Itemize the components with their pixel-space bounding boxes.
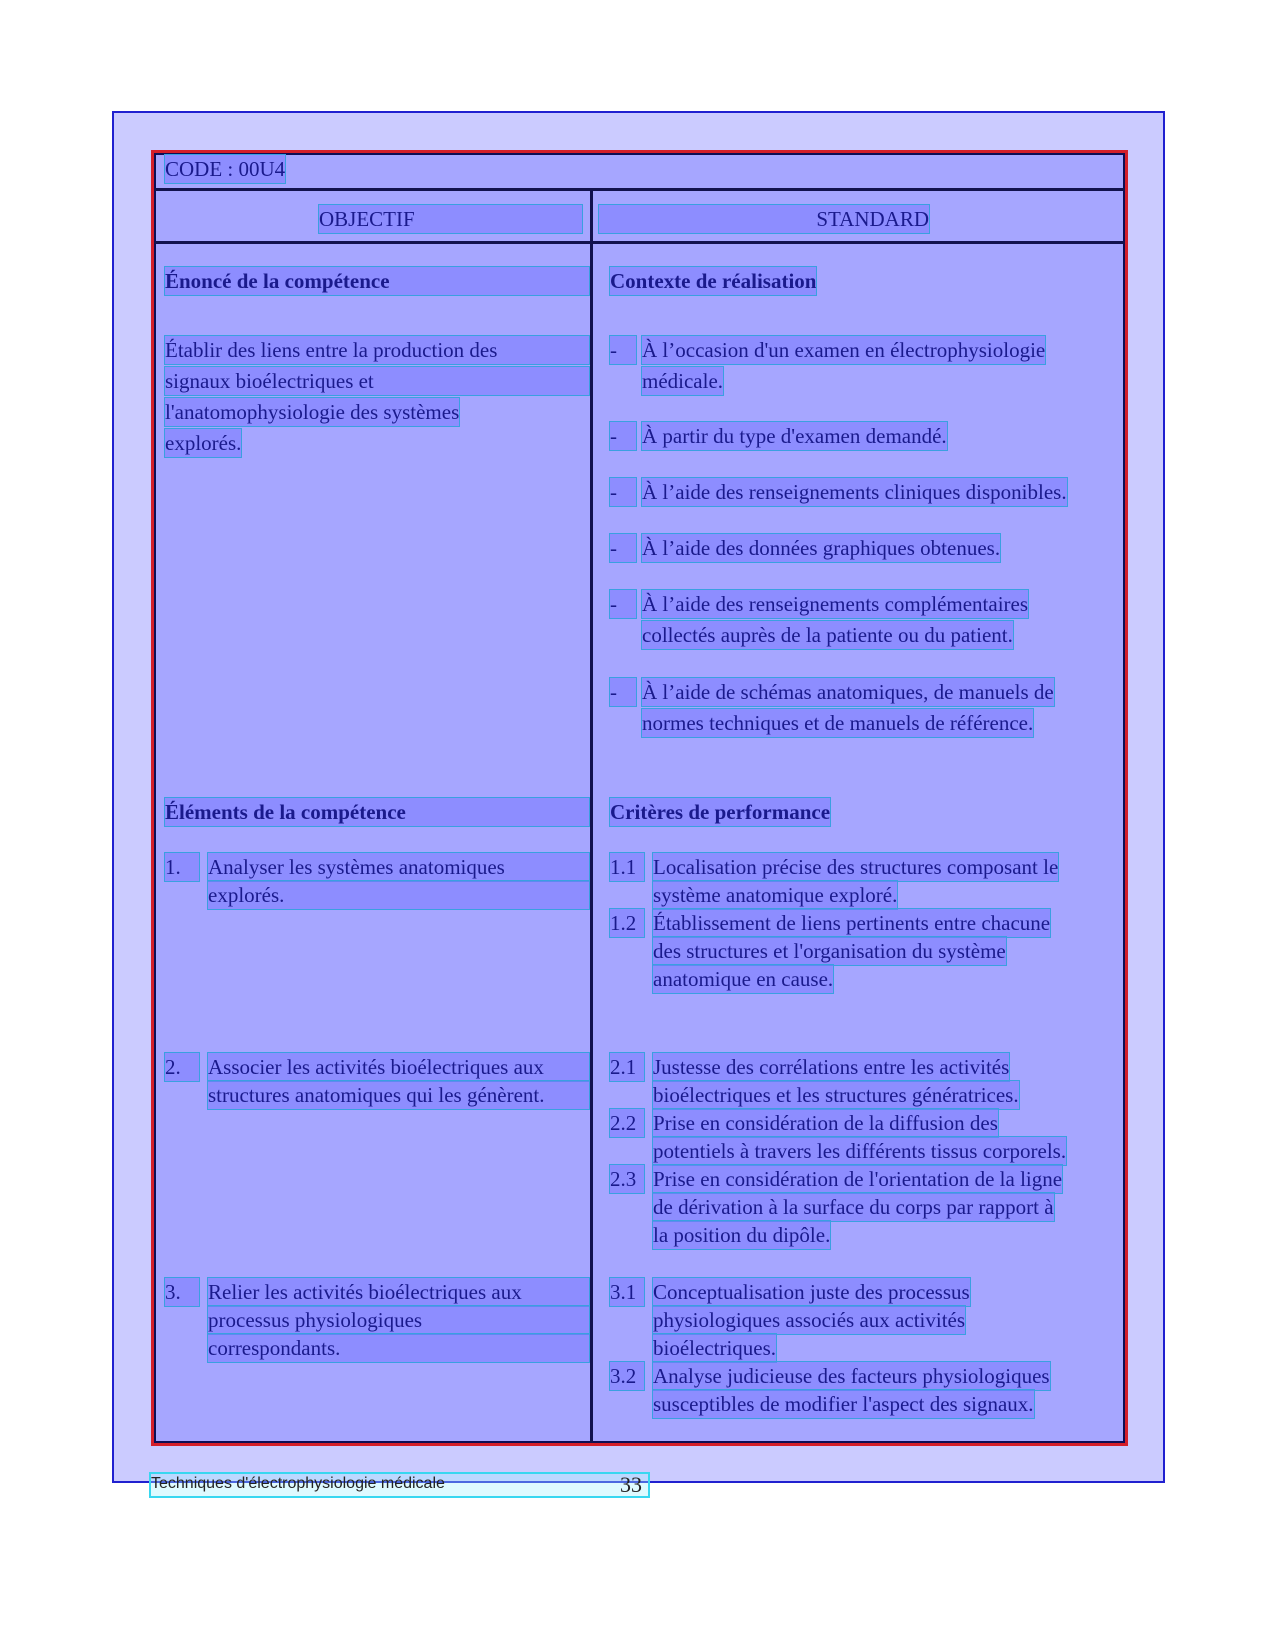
bullet-dash: - (610, 678, 636, 706)
critere-line: Prise en considération de la diffusion des (653, 1111, 998, 1135)
critere-line: Localisation précise des structures composant le (653, 855, 1059, 879)
critere-line: des structures et l'organisation du système (653, 939, 1006, 963)
critere-number: 2.2 (610, 1109, 644, 1137)
critere-line: système anatomique exploré. (653, 883, 898, 907)
elements-title: Éléments de la compétence (165, 798, 589, 826)
critere-line: Prise en considération de l'orientation de la ligne (653, 1167, 1063, 1191)
critere-number: 1.1 (610, 853, 644, 881)
element-number: 1. (165, 853, 199, 881)
competency-table (151, 150, 1128, 1446)
element-line: explorés. (208, 881, 589, 909)
footer-title: Techniques d'électrophysiologie médicale (151, 1475, 445, 1492)
contexte-line: normes techniques et de manuels de référence. (642, 711, 1034, 735)
bullet-dash: - (610, 478, 636, 506)
critere-line: la position du dipôle. (653, 1223, 831, 1247)
critere-line: Établissement de liens pertinents entre chacune (653, 911, 1051, 935)
critere-line: potentiels à travers les différents tissus corporels. (653, 1139, 1067, 1163)
bullet-dash: - (610, 590, 636, 618)
critere-line: physiologiques associés aux activités (653, 1308, 966, 1332)
code-label: CODE : 00U4 (165, 157, 286, 181)
contexte-line: À l’aide des renseignements complémentaires (642, 592, 1029, 616)
element-number: 2. (165, 1053, 199, 1081)
enonce-line: explorés. (165, 431, 242, 455)
critere-number: 2.1 (610, 1053, 644, 1081)
contexte-line: collectés auprès de la patiente ou du patient. (642, 623, 1013, 647)
critere-line: bioélectriques et les structures génératrices. (653, 1083, 1019, 1107)
bullet-dash: - (610, 422, 636, 450)
page-number: 33 (620, 1472, 642, 1497)
enonce-line: l'anatomophysiologie des systèmes (165, 400, 460, 424)
contexte-line: À l’aide des renseignements cliniques disponibles. (642, 480, 1067, 504)
critere-line: bioélectriques. (653, 1336, 777, 1360)
critere-number: 1.2 (610, 909, 644, 937)
element-line: Associer les activités bioélectriques aux (208, 1053, 589, 1081)
criteres-title: Critères de performance (610, 800, 831, 824)
contexte-line: médicale. (642, 369, 724, 393)
element-number: 3. (165, 1278, 199, 1306)
element-line: correspondants. (208, 1334, 589, 1362)
row-divider-header (154, 241, 1125, 244)
critere-number: 3.2 (610, 1362, 644, 1390)
contexte-line: À partir du type d'examen demandé. (642, 424, 947, 448)
element-line: structures anatomiques qui les génèrent. (208, 1081, 589, 1109)
critere-line: de dérivation à la surface du corps par rapport à (653, 1195, 1054, 1219)
enonce-line: signaux bioélectriques et (165, 367, 589, 395)
contexte-line: À l’aide de schémas anatomiques, de manuels de (642, 680, 1054, 704)
critere-line: anatomique en cause. (653, 967, 834, 991)
row-divider-code (154, 188, 1125, 191)
critere-number: 2.3 (610, 1165, 644, 1193)
bullet-dash: - (610, 336, 636, 364)
critere-number: 3.1 (610, 1278, 644, 1306)
enonce-line: Établir des liens entre la production des (165, 336, 589, 364)
element-line: Analyser les systèmes anatomiques (208, 853, 589, 881)
element-line: Relier les activités bioélectriques aux (208, 1278, 589, 1306)
header-objectif: OBJECTIF (319, 205, 582, 233)
critere-line: Conceptualisation juste des processus (653, 1280, 970, 1304)
contexte-line: À l’occasion d'un examen en électrophysiologie (642, 338, 1046, 362)
critere-line: Analyse judicieuse des facteurs physiologiques (653, 1364, 1050, 1388)
critere-line: susceptibles de modifier l'aspect des signaux. (653, 1392, 1034, 1416)
contexte-title: Contexte de réalisation (610, 269, 817, 293)
column-divider (590, 189, 593, 1443)
critere-line: Justesse des corrélations entre les activités (653, 1055, 1010, 1079)
contexte-line: À l’aide des données graphiques obtenues. (642, 536, 1001, 560)
header-standard: STANDARD (599, 205, 929, 233)
element-line: processus physiologiques (208, 1306, 589, 1334)
enonce-title: Énoncé de la compétence (165, 267, 589, 295)
page-footer (151, 1474, 648, 1496)
bullet-dash: - (610, 534, 636, 562)
